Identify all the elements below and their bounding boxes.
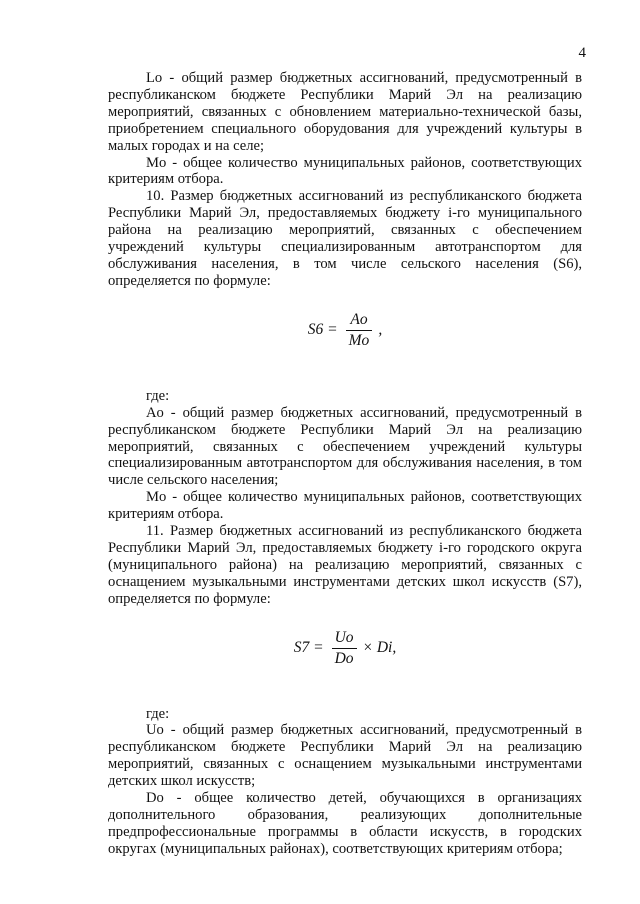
- page-number: 4: [578, 45, 586, 61]
- where-label-2: где:: [146, 705, 170, 722]
- paragraph-item-10: 10. Размер бюджетных ассигнований из республиканского бюджета Республики Марий Эл, предоставляемых бюджету i-го муниципального района на реализацию мероприятий, связанных с обеспечением учреждений культуры специализированным автотранспортом для обслуживания населения, в том числе сельского населения (S6), определяется по формуле:: [108, 188, 582, 289]
- paragraph-mo-definition: Mo - общее количество муниципальных районов, соответствующих критериям отбора.: [108, 154, 582, 188]
- paragraph-do-definition: Do - общее количество детей, обучающихся в организациях дополнительного образования, реализующих дополнительные предпрофессиональные программы в области искусств, в городских округах (муниципальных районах), соответствующих критериям отбора;: [108, 790, 582, 857]
- formula-s7-denominator: Do: [334, 650, 354, 668]
- paragraph-item-11: 11. Размер бюджетных ассигнований из республиканского бюджета Республики Марий Эл, предоставляемых бюджету i-го городского округа (муниципального района) на реализацию мероприятий, связанных с оснащением музыкальными инструментами детских школ искусств (S7), определяется по формуле:: [108, 523, 582, 607]
- paragraph-uo-definition: Uo - общий размер бюджетных ассигнований, предусмотренный в республиканском бюджете Республики Марий Эл на реализацию мероприятий, связанных с оснащением музыкальными инструментами детских школ искусств;: [108, 722, 582, 790]
- formula-s6-denominator: Mo: [348, 332, 370, 350]
- where-label-1: где:: [146, 387, 170, 404]
- formula-s6: [108, 308, 582, 354]
- formula-s7: [108, 626, 582, 672]
- formula-s6-lhs: S6 =: [307, 321, 338, 339]
- formula-s7-numerator: Uo: [334, 629, 354, 647]
- document-body: [108, 70, 582, 858]
- paragraph-ao-definition: Ao - общий размер бюджетных ассигнований, предусмотренный в республиканском бюджете Республики Марий Эл на реализацию мероприятий, связанных с обеспечением учреждений культуры специализированным автотранспортом для обслуживания населения, в том числе сельского населения;: [108, 404, 582, 489]
- formula-s6-tail: ,: [378, 321, 383, 339]
- formula-s7-fraction: [332, 629, 357, 668]
- formula-s6-numerator: Ao: [350, 311, 368, 329]
- formula-s7-tail: × Di,: [362, 639, 397, 657]
- paragraph-lo-definition: Lo - общий размер бюджетных ассигнований, предусмотренный в республиканском бюджете Республики Марий Эл на реализацию мероприятий, связанных с обновлением материально-технической базы, приобретением специального оборудования для учреждений культуры в малых городах и на селе;: [108, 70, 582, 154]
- formula-s7-lhs: S7 =: [293, 639, 324, 657]
- paragraph-mo-definition-2: Mo - общее количество муниципальных районов, соответствующих критериям отбора.: [108, 489, 582, 523]
- formula-s6-fraction: [346, 311, 373, 350]
